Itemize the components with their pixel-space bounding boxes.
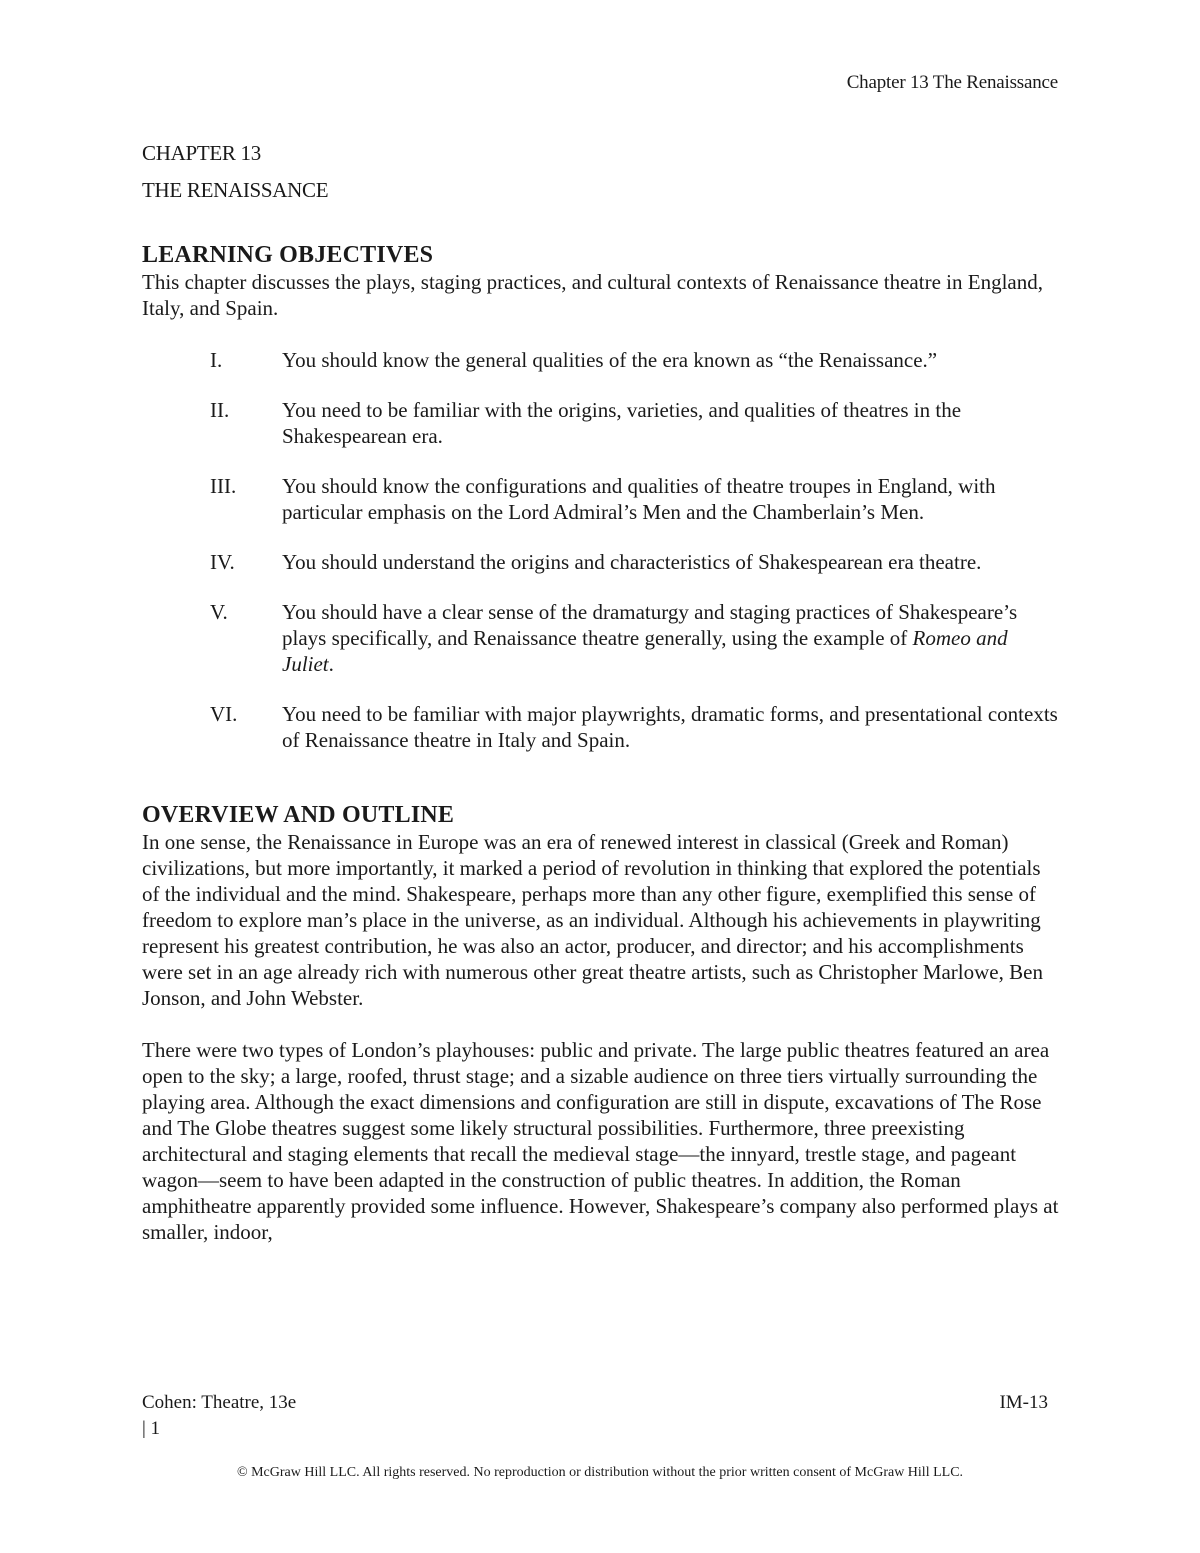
objectives-list [142, 347, 1062, 753]
objective-numeral: III. [210, 474, 237, 498]
objective-item [142, 397, 1062, 449]
objective-text: You should know the general qualities of the era known as “the Renaissance.” [282, 348, 938, 372]
running-header: Chapter 13 The Renaissance [846, 72, 1058, 93]
objective-item [142, 701, 1062, 753]
copyright-notice: © McGraw Hill LLC. All rights reserved. No reproduction or distribution without the prior written consent of McGraw Hill LLC. [236, 1465, 964, 1480]
objective-numeral: VI. [210, 702, 238, 726]
objective-numeral: II. [210, 398, 230, 422]
objective-numeral: IV. [210, 550, 235, 574]
learning-objectives-heading: LEARNING OBJECTIVES [142, 242, 434, 268]
objective-item [142, 549, 1062, 575]
footer-im-page: IM-13 [999, 1392, 1048, 1413]
page-content [142, 140, 1062, 1245]
objective-text: You should understand the origins and characteristics of Shakespearean era theatre. [282, 550, 982, 574]
chapter-title: THE RENAISSANCE [142, 178, 329, 202]
objective-numeral: V. [210, 600, 228, 624]
objective-numeral: I. [210, 348, 223, 372]
overview-paragraph: In one sense, the Renaissance in Europe was an era of renewed interest in classical (Greek and Roman) civilizations, but more importantly, it marked a period of revolution in thinking that explored the potentials of the individual and the mind. Shakespeare, perhaps more than any other figure, exemplified this sense of freedom to explore man’s place in the universe, as an individual. Although his achievements in playwriting represent his greatest contribution, he was also an actor, producer, and director; and his accomplishments were set in an age already rich with numerous other great theatre artists, such as Christopher Marlowe, Ben Jonson, and John Webster. [142, 830, 1043, 1010]
objective-text: You need to be familiar with major playwrights, dramatic forms, and presentational contexts of Renaissance theatre in Italy and Spain. [282, 702, 1058, 752]
objective-text: You should know the configurations and qualities of theatre troupes in England, with particular emphasis on the Lord Admiral’s Men and the Chamberlain’s Men. [282, 474, 996, 524]
page-footer [142, 1390, 1048, 1442]
objective-item [142, 473, 1062, 525]
objective-text: You need to be familiar with the origins, varieties, and qualities of theatres in the Shakespearean era. [282, 398, 962, 448]
learning-objectives-intro: This chapter discusses the plays, staging practices, and cultural contexts of Renaissance theatre in England, Italy, and Spain. [142, 270, 1043, 320]
overview-paragraph: There were two types of London’s playhouses: public and private. The large public theatres featured an area open to the sky; a large, roofed, thrust stage; and a sizable audience on three tiers virtually surrounding the playing area. Although the exact dimensions and configuration are still in dispute, excavations of The Rose and The Globe theatres suggest some likely structural possibilities. Furthermore, three preexisting architectural and staging elements that recall the medieval stage—the innyard, trestle stage, and pageant wagon—seem to have been adapted in the construction of public theatres. In addition, the Roman amphitheatre apparently provided some influence. However, Shakespeare’s company also performed plays at smaller, indoor, [142, 1038, 1059, 1244]
paragraph-spacer [142, 1011, 1062, 1037]
objective-item [142, 599, 1062, 677]
footer-page-number: | 1 [142, 1418, 161, 1439]
footer-book-title: Cohen: Theatre, 13e [142, 1392, 297, 1413]
overview-heading: OVERVIEW AND OUTLINE [142, 802, 455, 828]
objective-text-end: . [328, 652, 334, 676]
chapter-number: CHAPTER 13 [142, 141, 261, 165]
play-title: Romeo and Juliet [282, 626, 1008, 676]
objective-item [142, 347, 1062, 373]
objective-text: You should have a clear sense of the dramaturgy and staging practices of Shakespeare’s plays specifically, and Renaissance theatre generally, using the example of [282, 600, 1018, 650]
